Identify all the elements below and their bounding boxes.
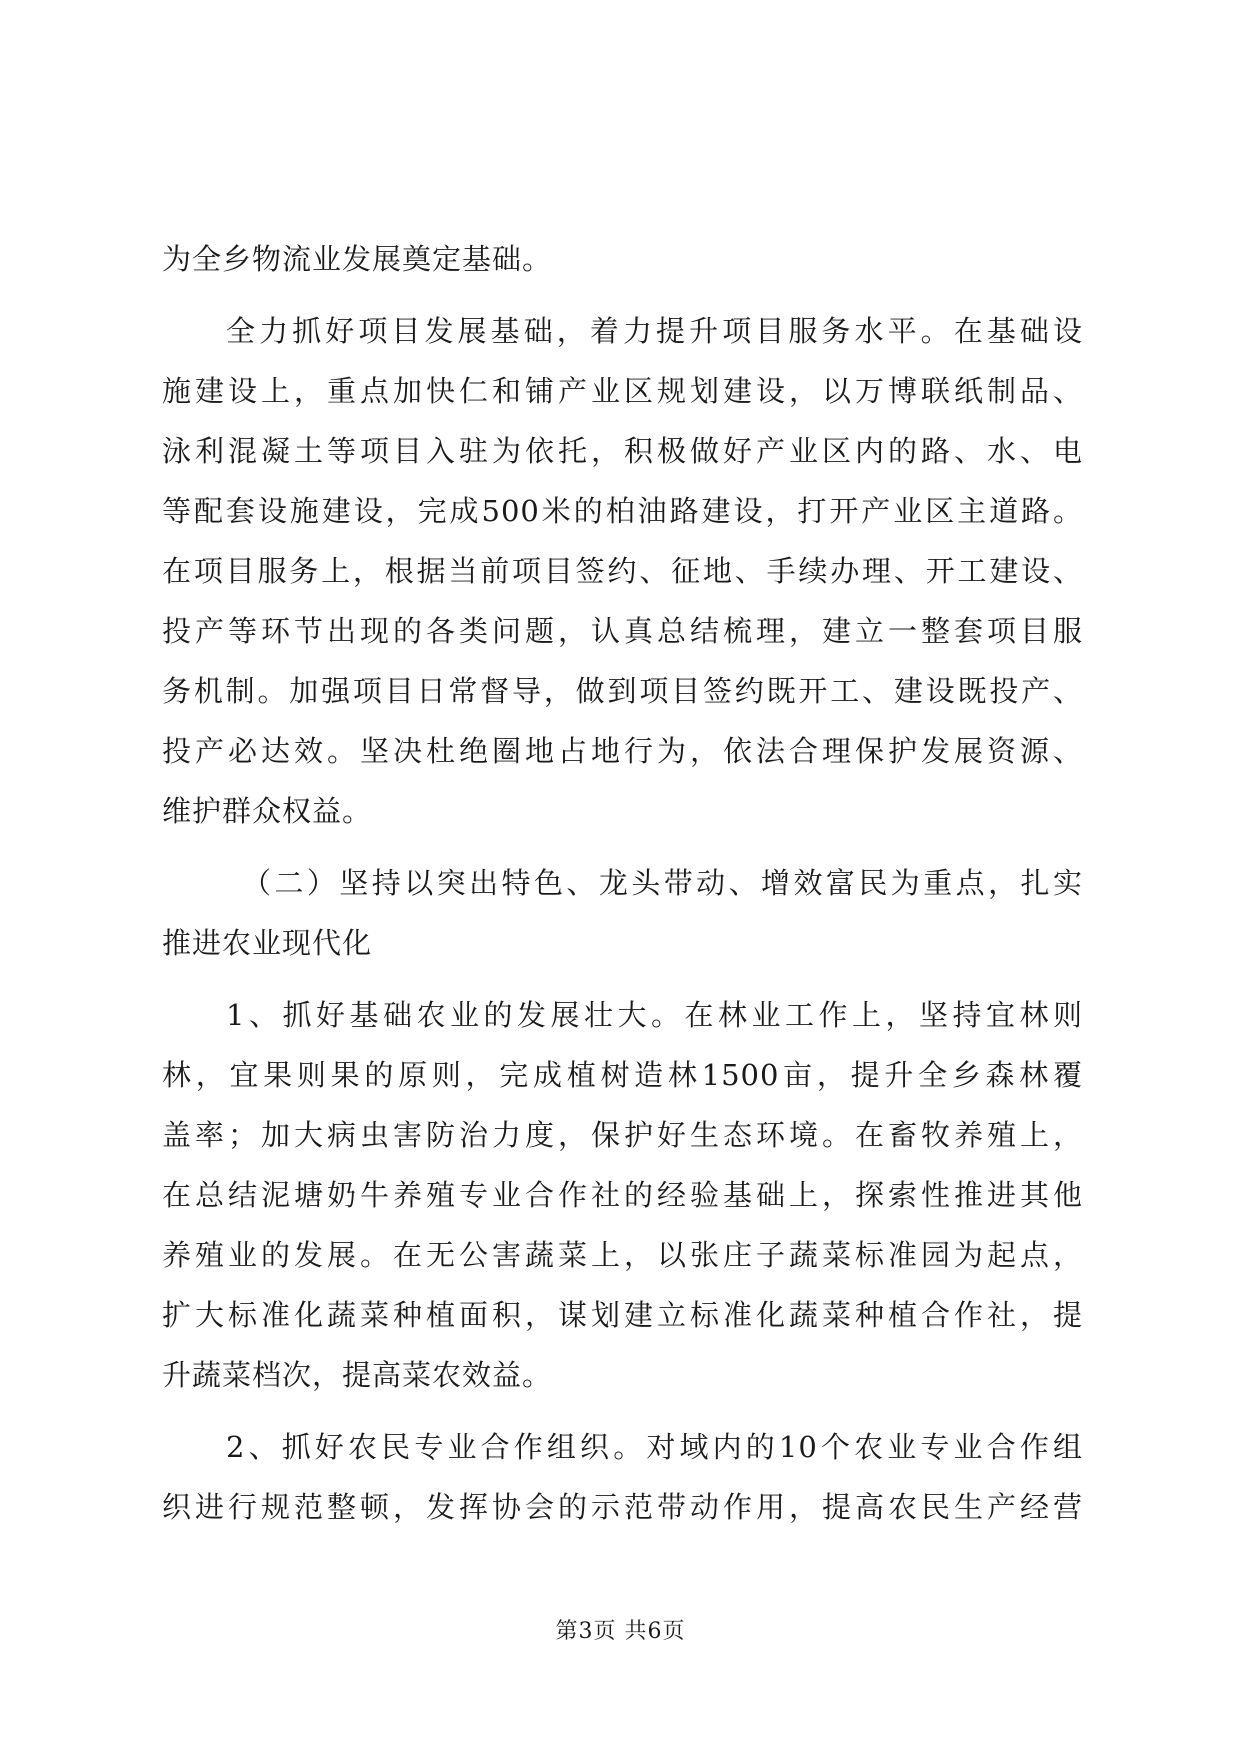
text-line: 为全乡物流业发展奠定基础。 bbox=[162, 242, 553, 276]
text-line: 维护群众权益。 bbox=[162, 794, 373, 828]
text-line: 全力抓好项目发展基础，着力提升项目服务水平。在基础设 bbox=[226, 314, 1083, 348]
section-heading-line: （二）坚持以突出特色、龙头带动、增效富民为重点，扎实 bbox=[242, 866, 1083, 900]
text-line: 施建设上，重点加快仁和铺产业区规划建设，以万博联纸制品、 bbox=[162, 374, 1083, 408]
text-line: 投产必达效。坚决杜绝圈地占地行为，依法合理保护发展资源、 bbox=[162, 734, 1083, 768]
text-line: 织进行规范整顿，发挥协会的示范带动作用，提高农民生产经营 bbox=[162, 1490, 1083, 1524]
paragraph-gap bbox=[162, 841, 1083, 853]
text-line: 务机制。加强项目日常督导，做到项目签约既开工、建设既投产、 bbox=[162, 674, 1083, 708]
page-footer: 第3页 共6页 bbox=[555, 1619, 686, 1644]
paragraph-gap bbox=[162, 973, 1083, 985]
paragraph-gap bbox=[162, 1405, 1083, 1417]
text-line: 林，宜果则果的原则，完成植树造林1500亩，提升全乡森林覆 bbox=[162, 1058, 1083, 1092]
text-line: 升蔬菜档次，提高菜农效益。 bbox=[162, 1358, 553, 1392]
paragraph-gap bbox=[162, 289, 1083, 301]
section-heading-line: 推进农业现代化 bbox=[162, 926, 373, 960]
text-line: 等配套设施建设，完成500米的柏油路建设，打开产业区主道路。 bbox=[162, 494, 1083, 528]
text-line: 盖率；加大病虫害防治力度，保护好生态环境。在畜牧养殖上， bbox=[162, 1118, 1083, 1152]
text-line: 投产等环节出现的各类问题，认真总结梳理，建立一整套项目服 bbox=[162, 614, 1083, 648]
text-line: 2、抓好农民专业合作组织。对域内的10个农业专业合作组 bbox=[226, 1430, 1083, 1464]
text-line: 扩大标准化蔬菜种植面积，谋划建立标准化蔬菜种植合作社，提 bbox=[162, 1298, 1083, 1332]
document-body bbox=[162, 229, 1083, 1537]
text-line: 泳利混凝土等项目入驻为依托，积极做好产业区内的路、水、电 bbox=[162, 434, 1083, 468]
text-line: 1、抓好基础农业的发展壮大。在林业工作上，坚持宜林则 bbox=[226, 998, 1083, 1032]
text-line: 在项目服务上，根据当前项目签约、征地、手续办理、开工建设、 bbox=[162, 554, 1083, 588]
text-line: 在总结泥塘奶牛养殖专业合作社的经验基础上，探索性推进其他 bbox=[162, 1178, 1083, 1212]
text-line: 养殖业的发展。在无公害蔬菜上，以张庄子蔬菜标准园为起点， bbox=[162, 1238, 1083, 1272]
